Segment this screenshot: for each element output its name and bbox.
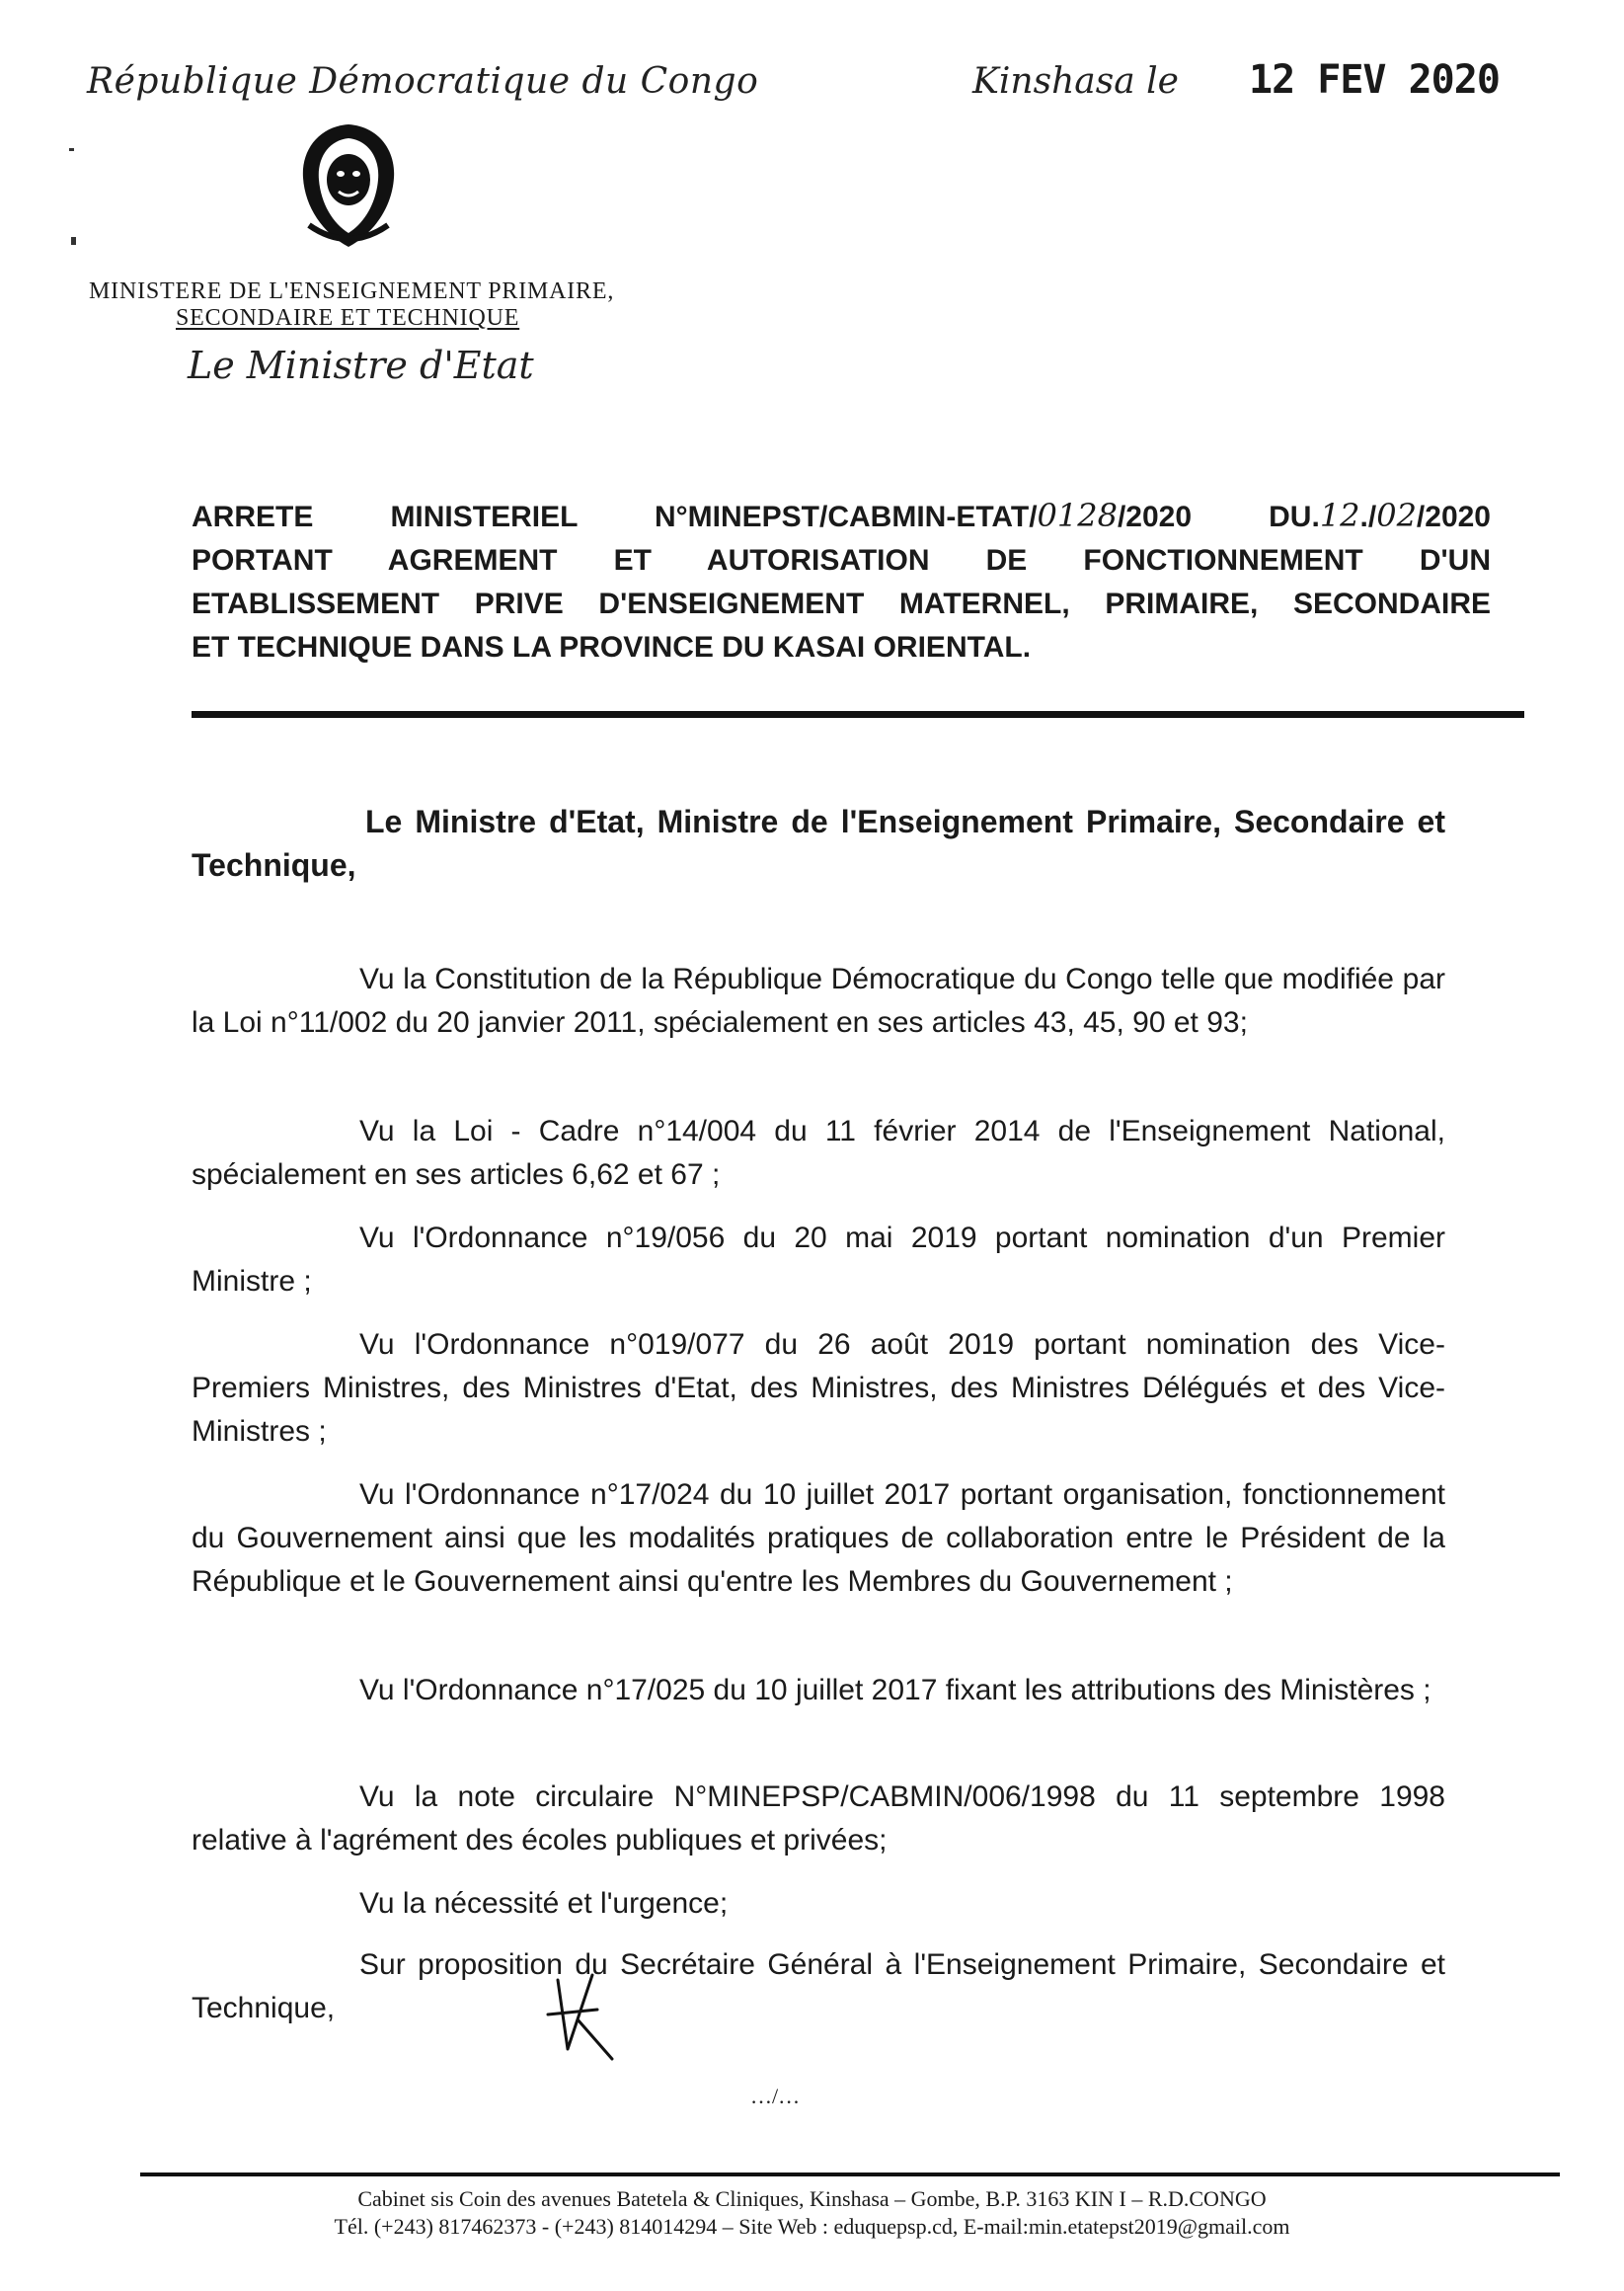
consideration-text: Sur proposition du Secrétaire Général à l'Enseignement Primaire, Secondaire et Technique, [192,1948,1445,2024]
date-separator: ./ [1359,501,1377,533]
handwritten-month: 02 [1376,497,1417,534]
title-divider [192,711,1524,718]
scan-speck [69,148,74,151]
consideration-text: Vu l'Ordonnance n°019/077 du 26 août 2019 portant nomination des Vice-Premiers Ministres, des Ministres d'Etat, des Ministres, des Ministres Délégués et des Vice-Ministres ; [192,1328,1445,1448]
arrete-title [192,494,1491,670]
consideration-loi-cadre [192,1110,1445,1197]
footer-divider [140,2172,1560,2176]
republic-heading: République Démocratique du Congo [87,61,759,102]
stamped-date: 12 FEV 2020 [1249,57,1500,103]
footer-contact: Tél. (+243) 817462373 - (+243) 814014294 – Site Web : eduquepsp.cd, E-mail:min.etatepst2019@gmail.com [334,2214,1290,2239]
handwritten-number: 0128 [1037,497,1118,534]
consideration-premier-ministre [192,1217,1445,1304]
place-label: Kinshasa le [972,61,1179,102]
coat-of-arms-emblem [279,117,418,255]
consideration-text: Vu la Loi - Cadre n°14/004 du 11 février 2014 de l'Enseignement National, spécialement en ses articles 6,62 et 67 ; [192,1115,1445,1191]
minister-title: Le Ministre d'Etat [188,344,534,387]
arrete-line-3: ETABLISSEMENT PRIVE D'ENSEIGNEMENT MATERNEL, PRIMAIRE, SECONDAIRE [192,588,1491,620]
arrete-ref-year: /2020 [1416,501,1491,533]
consideration-vice-premiers [192,1323,1445,1454]
consideration-note-circulaire [192,1776,1445,1862]
arrete-ref-mid: /2020 DU. [1117,501,1320,533]
consideration-text: Vu l'Ordonnance n°17/024 du 10 juillet 2017 portant organisation, fonctionnement du Gouvernement ainsi que les modalités pratiques de collaboration entre le Président de la République et le Gouvernement ainsi qu'entre les Membres du Gouvernement ; [192,1478,1445,1598]
scan-speck [71,237,76,245]
consideration-text: Vu la Constitution de la République Démocratique du Congo telle que modifiée par la Loi n°11/002 du 20 janvier 2011, spécialement en ses articles 43, 45, 90 et 93; [192,963,1445,1039]
handwritten-day: 12 [1319,497,1360,534]
consideration-text: Vu la note circulaire N°MINEPSP/CABMIN/006/1998 du 11 septembre 1998 relative à l'agrément des écoles publiques et privées; [192,1780,1445,1856]
arrete-line-4: ET TECHNIQUE DANS LA PROVINCE DU KASAI ORIENTAL. [192,631,1032,664]
footer-address: Cabinet sis Coin des avenues Batetela & Cliniques, Kinshasa – Gombe, B.P. 3163 KIN I – R.D.CONGO [357,2186,1267,2211]
consideration-constitution [192,958,1445,1045]
consideration-attributions [192,1669,1445,1712]
arrete-line-2: PORTANT AGREMENT ET AUTORISATION DE FONCTIONNEMENT D'UN [192,544,1491,577]
page-continuation: …/… [750,2084,801,2108]
consideration-urgence [192,1882,1445,1926]
handwritten-initials [538,1960,627,2069]
consideration-text: Vu la nécessité et l'urgence; [359,1887,729,1920]
arrete-line-1 [192,494,1491,539]
consideration-organisation-gouvernement [192,1473,1445,1604]
ministry-name-line1: MINISTERE DE L'ENSEIGNEMENT PRIMAIRE, [89,278,615,304]
consideration-text: Vu l'Ordonnance n°19/056 du 20 mai 2019 portant nomination d'un Premier Ministre ; [192,1222,1445,1298]
consideration-proposition [192,1943,1445,2030]
consideration-text: Vu l'Ordonnance n°17/025 du 10 juillet 2017 fixant les attributions des Ministères ; [359,1674,1431,1706]
minister-intro: Le Ministre d'Etat, Ministre de l'Enseignement Primaire, Secondaire et Technique, [192,804,1445,883]
arrete-ref-prefix: ARRETE MINISTERIEL N°MINEPST/CABMIN-ETAT/ [192,501,1038,533]
ministry-name-line2: SECONDAIRE ET TECHNIQUE [176,305,520,331]
